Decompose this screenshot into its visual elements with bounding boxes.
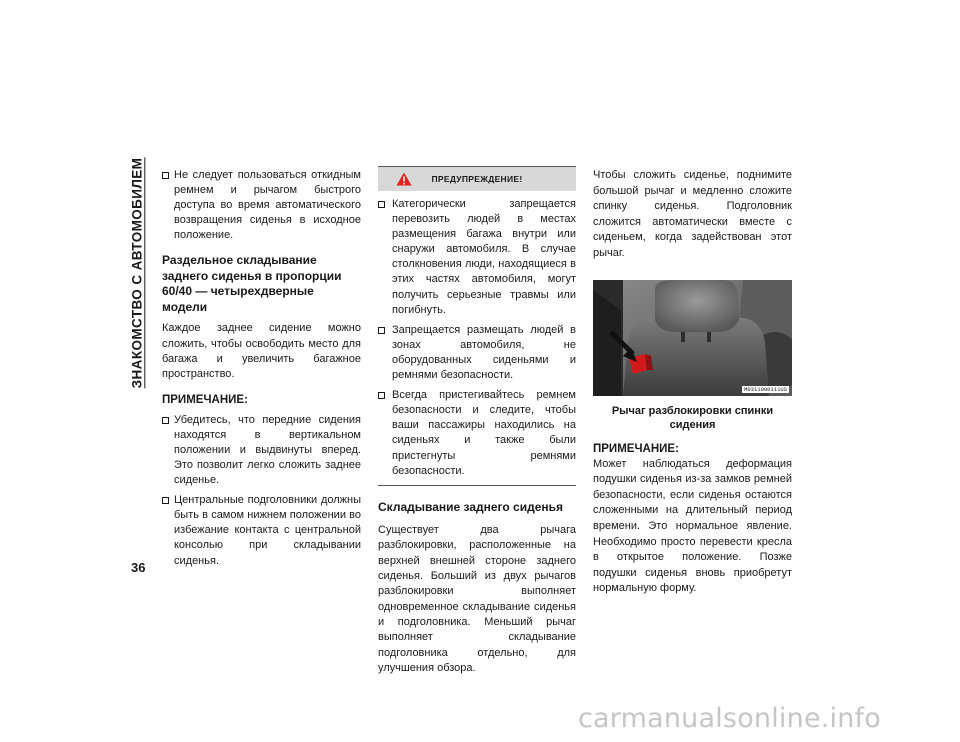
note-paragraph: Может наблюдаться деформация подушки сиденья из-за замков ремней безопасности, если сиденья остаются сложенными на длительный период времени. Это нормальное явление. Необходимо просто перевести кресла в открытое положение. Позже подушки сиденья вновь приобретут нормальную форму. — [593, 457, 792, 595]
list-item — [162, 413, 361, 488]
image-reference-code: M0311000111US — [744, 385, 787, 393]
section-side-tab — [126, 157, 148, 389]
square-bullet-icon — [162, 417, 169, 424]
watermark: carmanualsonline.info — [578, 703, 881, 734]
body-paragraph: Чтобы сложить сиденье, поднимите большой рычаг и медленно сложите спинку сиденья. Подголовник сложится автоматически вместе с сиденьем, когда задействован этот рычаг. — [593, 169, 792, 259]
list-item-text: Всегда пристегивайтесь ремнем безопасности и следите, чтобы ваши пассажиры находились на сиденьях и также были пристегнуты ремнями безопасности. — [392, 389, 576, 477]
section-heading: Складывание заднего сиденья — [378, 499, 563, 514]
square-bullet-icon — [378, 327, 385, 334]
column-right — [593, 168, 792, 597]
note-heading: ПРИМЕЧАНИЕ: — [162, 393, 248, 406]
list-item — [378, 197, 576, 318]
list-item — [378, 388, 576, 479]
square-bullet-icon — [378, 201, 385, 208]
square-bullet-icon — [162, 172, 169, 179]
body-paragraph: Каждое заднее сидение можно сложить, чтобы освободить место для багажа и увеличить багажное пространство. — [162, 322, 361, 381]
list-item-text: Не следует пользоваться откидным ремнем и рычагом быстрого доступа во время автоматического возвращения сиденья в исходное положение. — [174, 169, 361, 242]
note-heading: ПРИМЕЧАНИЕ: — [593, 442, 679, 455]
section-heading: Раздельное складывание заднего сиденья в пропорции 60/40 — четырехдверные модели — [162, 253, 342, 314]
image-caption: Рычаг разблокировки спинки сидения — [611, 404, 774, 431]
section-side-tab-label: ЗНАКОМСТВО С АВТОМОБИЛЕМ — [129, 157, 145, 389]
page-number: 36 — [131, 560, 146, 575]
seat-release-lever-photo — [593, 280, 792, 396]
list-item — [378, 323, 576, 383]
seat-photo-illustration — [593, 280, 792, 396]
warning-title: ПРЕДУПРЕЖДЕНИЕ! — [431, 174, 523, 184]
list-item-text: Запрещается размещать людей в зонах автомобиля, не оборудованных сиденьями и ремнями безопасности. — [392, 323, 576, 382]
list-item-text: Центральные подголовники должны быть в самом нижнем положении во избежание контакта с центральной консолью при складывании сиденья. — [174, 494, 361, 567]
list-item — [162, 168, 361, 243]
body-paragraph: Существует два рычага разблокировки, расположенные на верхней внешней стороне заднего сиденья. Больший из двух рычагов разблокировки выполняет одновременное складывание сиденья и подголовника. Меньший рычаг выполняет складывание подголовника отдельно, для улучшения обзора. — [378, 524, 576, 674]
warning-triangle-icon — [396, 172, 412, 186]
list-item-text: Категорически запрещается перевозить людей в местах размещения багажа внутри или снаружи автомобиля. В случае столкновения люди, находящиеся в этих частях автомобиля, могут получить серьезные травмы или погибнуть. — [392, 198, 576, 316]
list-item-text: Убедитесь, что передние сидения находятся в вертикальном положении и выдвинуты вперед. Это позволит легко сложить заднее сиденье. — [174, 413, 361, 487]
column-left — [162, 168, 361, 574]
list-item — [162, 493, 361, 568]
square-bullet-icon — [378, 392, 385, 399]
warning-header — [378, 167, 576, 191]
square-bullet-icon — [162, 497, 169, 504]
warning-box — [378, 166, 576, 486]
column-middle — [378, 166, 576, 676]
